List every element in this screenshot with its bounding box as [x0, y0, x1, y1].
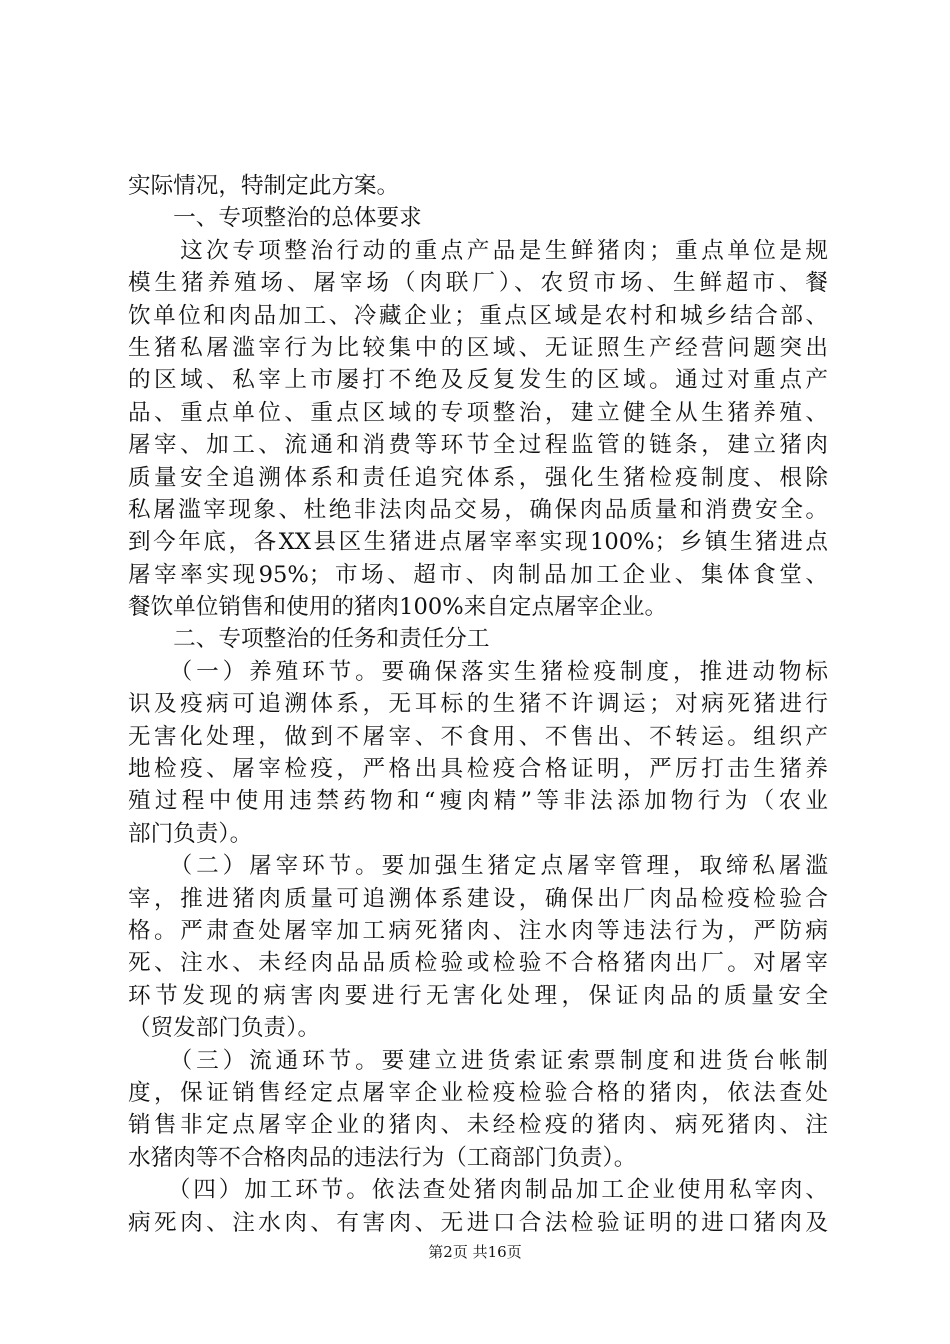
text-line: 格。严肃查处屠宰加工病死猪肉、注水肉等违法行为，严防病 — [128, 917, 828, 944]
text-line: 到今年底，各XX县区生猪进点屠宰率实现100%；乡镇生猪进点 — [128, 529, 828, 556]
text-line: （二）屠宰环节。要加强生猪定点屠宰管理，取缔私屠滥 — [128, 853, 828, 880]
text-line: （一）养殖环节。要确保落实生猪检疫制度，推进动物标 — [128, 658, 828, 685]
text-line: 生猪私屠滥宰行为比较集中的区域、无证照生产经营问题突出 — [128, 334, 828, 361]
text-line: 屠宰、加工、流通和消费等环节全过程监管的链条，建立猪肉 — [128, 432, 828, 459]
text-line: 实际情况，特制定此方案。 — [128, 173, 400, 199]
text-line: 模生猪养殖场、屠宰场（肉联厂）、农贸市场、生鲜超市、餐 — [128, 270, 828, 297]
text-line: 这次专项整治行动的重点产品是生鲜猪肉；重点单位是规 — [128, 237, 828, 264]
text-line: 识及疫病可追溯体系，无耳标的生猪不许调运；对病死猪进行 — [128, 691, 828, 718]
text-line: （四）加工环节。依法查处猪肉制品加工企业使用私宰肉、 — [128, 1177, 828, 1204]
text-line: 私屠滥宰现象、杜绝非法肉品交易，确保肉品质量和消费安全。 — [128, 496, 828, 523]
text-line: 二、专项整治的任务和责任分工 — [128, 626, 490, 653]
text-line: 一、专项整治的总体要求 — [128, 205, 422, 232]
page-number: 第2页 共16页 — [428, 1243, 522, 1261]
text-line: 度，保证销售经定点屠宰企业检疫检验合格的猪肉，依法查处 — [128, 1079, 828, 1106]
body-text — [128, 170, 828, 1239]
text-line: 殖过程中使用违禁药物和“瘦肉精”等非法添加物行为（农业 — [128, 788, 828, 815]
text-line: 品、重点单位、重点区域的专项整治，建立健全从生猪养殖、 — [128, 399, 828, 426]
text-line: 屠宰率实现95%；市场、超市、肉制品加工企业、集体食堂、 — [128, 561, 828, 588]
text-line: 部门负责）。 — [128, 820, 253, 847]
text-line: 死、注水、未经肉品品质检验或检验不合格猪肉出厂。对屠宰 — [128, 950, 828, 977]
text-line: （三）流通环节。要建立进货索证索票制度和进货台帐制 — [128, 1047, 828, 1074]
text-line: 水猪肉等不合格肉品的违法行为（工商部门负责）。 — [128, 1144, 637, 1171]
text-line: 销售非定点屠宰企业的猪肉、未经检疫的猪肉、病死猪肉、注 — [128, 1112, 828, 1139]
text-line: 地检疫、屠宰检疫，严格出具检疫合格证明，严厉打击生猪养 — [128, 756, 828, 783]
text-line: 病死肉、注水肉、有害肉、无进口合法检验证明的进口猪肉及 — [128, 1209, 828, 1236]
text-line: （贸发部门负责）。 — [128, 1015, 321, 1042]
text-line: 饮单位和肉品加工、冷藏企业；重点区域是农村和城乡结合部、 — [128, 302, 828, 329]
text-line: 质量安全追溯体系和责任追究体系，强化生猪检疫制度、根除 — [128, 464, 828, 491]
text-line: 餐饮单位销售和使用的猪肉100%来自定点屠宰企业。 — [128, 594, 668, 621]
text-line: 宰，推进猪肉质量可追溯体系建设，确保出厂肉品检疫检验合 — [128, 885, 828, 912]
text-line: 的区域、私宰上市屡打不绝及反复发生的区域。通过对重点产 — [128, 367, 828, 394]
text-line: 无害化处理，做到不屠宰、不食用、不售出、不转运。组织产 — [128, 723, 828, 750]
text-line: 环节发现的病害肉要进行无害化处理，保证肉品的质量安全 — [128, 982, 828, 1009]
